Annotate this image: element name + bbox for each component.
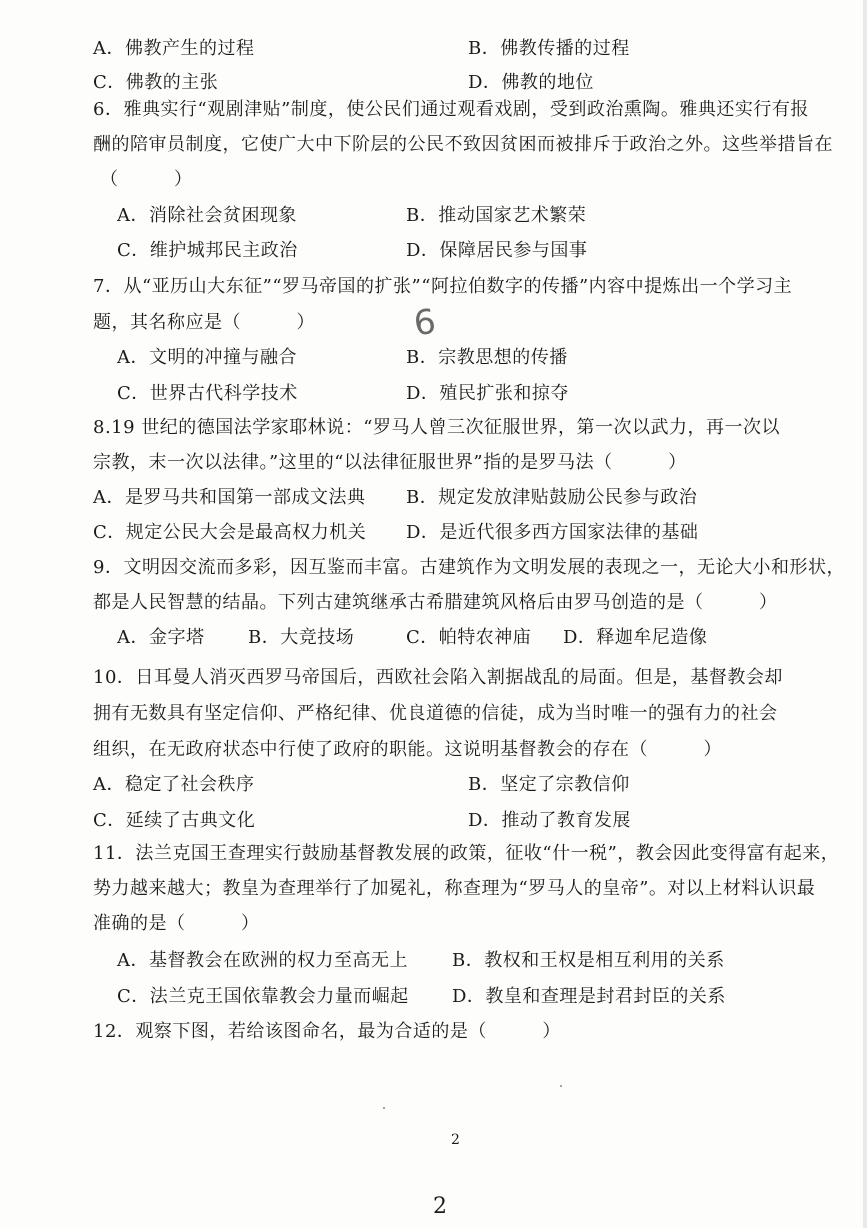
question-6-line-3: （ ） (100, 169, 193, 190)
option-prev-d: D．佛教的地位 (468, 72, 594, 93)
question-11-option-b: B．教权和王权是相互利用的关系 (452, 950, 725, 971)
question-6-line-2: 酬的陪审员制度，它使广大中下阶层的公民不致因贫困而被排斥于政治之外。这些举措旨在 (93, 134, 833, 155)
question-8-line-1: 8.19 世纪的德国法学家耶林说：“罗马人曾三次征服世界，第一次以武力，再一次以 (93, 417, 780, 438)
question-8-option-c: C．规定公民大会是最高权力机关 (93, 522, 367, 543)
question-11-option-c: C．法兰克王国依靠教会力量而崛起 (117, 986, 409, 1007)
question-8-option-a: A．是罗马共和国第一部成文法典 (93, 487, 366, 508)
question-11-line-2: 势力越来越大；教皇为查理举行了加冕礼，称查理为“罗马人的皇帝”。对以上材料认识最 (93, 878, 816, 899)
question-9-option-a: A．金字塔 (117, 627, 205, 648)
question-6-option-c: C．维护城邦民主政治 (117, 240, 298, 261)
question-6-option-d: D．保障居民参与国事 (406, 240, 588, 261)
option-prev-a: A．佛教产生的过程 (93, 38, 255, 59)
question-10-line-1: 10．日耳曼人消灭西罗马帝国后，西欧社会陷入割据战乱的局面。但是，基督教会却 (93, 667, 783, 688)
question-10-line-2: 拥有无数具有坚定信仰、严格纪律、优良道德的信徒，成为当时唯一的强有力的社会 (93, 703, 778, 724)
question-10-option-d: D．推动了教育发展 (468, 810, 631, 831)
question-7-option-a: A．文明的冲撞与融合 (117, 347, 297, 368)
page-number-small: 2 (451, 1132, 460, 1148)
scan-speck (560, 1085, 562, 1087)
question-10-option-b: B．坚定了宗教信仰 (468, 774, 630, 795)
question-8-line-2: 宗教，末一次以法律。”这里的“以法律征服世界”指的是罗马法（ ） (93, 452, 687, 473)
question-6-option-a: A．消除社会贫困现象 (117, 205, 297, 226)
question-8-option-d: D．是近代很多西方国家法律的基础 (406, 522, 699, 543)
handwritten-mark: 6 (411, 301, 439, 345)
question-11-option-d: D．教皇和查理是封君封臣的关系 (452, 986, 726, 1007)
question-7-line-1: 7．从“亚历山大东征”“罗马帝国的扩张”“阿拉伯数字的传播”内容中提炼出一个学习主 (93, 276, 793, 297)
option-prev-b: B．佛教传播的过程 (468, 38, 630, 59)
question-6-line-1: 6．雅典实行“观剧津贴”制度，使公民们通过观看戏剧，受到政治熏陶。雅典还实行有报 (93, 99, 809, 120)
question-9-option-c: C．帕特农神庙 (406, 627, 532, 648)
question-10-line-3: 组织，在无政府状态中行使了政府的职能。这说明基督教会的存在（ ） (93, 739, 722, 760)
question-10-option-c: C．延续了古典文化 (93, 810, 256, 831)
question-9-option-d: D．释迦牟尼造像 (563, 627, 708, 648)
question-6-option-b: B．推动国家艺术繁荣 (406, 205, 587, 226)
question-11-line-3: 准确的是（ ） (93, 913, 260, 934)
question-12-line-1: 12．观察下图，若给该图命名，最为合适的是（ ） (93, 1021, 561, 1042)
question-8-option-b: B．规定发放津贴鼓励公民参与政治 (406, 487, 698, 508)
question-11-option-a: A．基督教会在欧洲的权力至高无上 (117, 950, 408, 971)
question-7-option-d: D．殖民扩张和掠夺 (406, 383, 569, 404)
question-7-option-b: B．宗教思想的传播 (406, 347, 568, 368)
scan-speck (383, 1107, 385, 1109)
option-prev-c: C．佛教的主张 (93, 72, 219, 93)
question-9-line-1: 9．文明因交流而多彩，因互鉴而丰富。古建筑作为文明发展的表现之一，无论大小和形状， (93, 557, 845, 578)
question-11-line-1: 11．法兰克国王查理实行鼓励基督教发展的政策，征收“什一税”，教会因此变得富有起来， (93, 843, 840, 864)
question-9-option-b: B．大竞技场 (248, 627, 355, 648)
question-7-line-2: 题，其名称应是（ ） (93, 312, 315, 333)
page-number-large: 2 (433, 1194, 447, 1219)
question-10-option-a: A．稳定了社会秩序 (93, 774, 255, 795)
question-7-option-c: C．世界古代科学技术 (117, 383, 298, 404)
question-9-line-2: 都是人民智慧的结晶。下列古建筑继承古希腊建筑风格后由罗马创造的是（ ） (93, 592, 778, 613)
scan-edge (863, 0, 867, 1228)
